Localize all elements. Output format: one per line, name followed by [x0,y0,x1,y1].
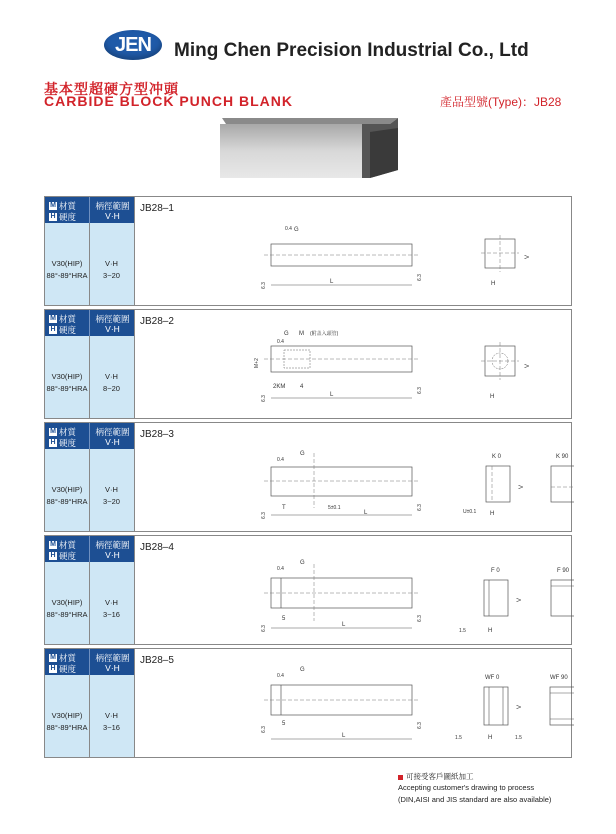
hardness-value: 88°-89°HRA [46,384,88,393]
h-badge: H [50,213,56,220]
spec-header [45,423,134,449]
range-value: 3~16 [103,723,120,732]
spec-left-panel [45,197,135,305]
spec-row [44,196,572,306]
h-label: H [490,511,495,517]
range-vh-label: V·H [105,550,120,560]
thread-note: (附盖入頭管) [310,331,339,337]
footer-note-en: Accepting customer's drawing to process [398,783,535,792]
hardness-label: 硬度 [59,325,77,335]
spec-left-panel [45,536,135,644]
spec-left-panel [45,423,135,531]
material-label: 材質 [59,201,77,211]
punch-side-view [271,467,412,496]
h-label: H [488,628,493,634]
technical-drawing [134,423,574,531]
surface-label: 6.3 [261,726,267,733]
offset-label: 5±0.1 [328,505,341,511]
footer-standard-note: (DIN,AISI and JIS standard are also available) [398,795,552,804]
company-logo [104,30,162,60]
technical-drawing [134,536,574,644]
v-label: V [519,484,525,489]
depth-label: 4 [300,384,304,390]
vh-value: V·H [105,485,118,494]
flat-width-label: 1.5 [515,735,522,741]
wf0-end-view [484,687,508,725]
range-header [89,310,135,336]
flat-width-label: 1.5 [459,628,466,634]
range-vh-label: V·H [105,324,120,334]
product-title-en: CARBIDE BLOCK PUNCH BLANK [44,93,293,109]
h-badge: H [50,439,56,446]
grind-label: G [300,451,305,457]
thread-label: M [299,331,304,337]
material-label: 材質 [59,540,77,550]
technical-drawing [134,310,574,418]
model-number: JB28–3 [140,429,174,440]
material-label: 材質 [59,653,77,663]
h-label: H [490,394,495,400]
length-label: L [342,622,346,628]
m-badge: M [50,315,56,322]
hardness-label: 硬度 [59,212,77,222]
model-number: JB28–1 [140,203,174,214]
spec-left-panel [45,649,135,757]
range-value: 3~20 [103,497,120,506]
spec-row [44,535,572,645]
k0-end-view [486,466,510,502]
spec-header [45,649,134,675]
spec-row [44,648,572,758]
surface-label: 6.3 [417,722,423,729]
material-label: 材質 [59,314,77,324]
length-label: L [330,392,334,398]
finish-label: 0.4 [277,566,284,572]
finish-label: 0.4 [277,673,284,679]
finish-label: 0.4 [285,226,292,232]
vh-value: V·H [105,259,118,268]
surface-label: 6.3 [417,615,423,622]
surface-label: 6.3 [261,512,267,519]
m-badge: M [50,202,56,209]
spec-header [45,536,134,562]
range-header [89,423,135,449]
range-label: 柄徑範圍 [95,201,130,211]
vh-value: V·H [105,598,118,607]
hardness-value: 88°-89°HRA [46,610,88,619]
hardness-value: 88°-89°HRA [46,723,88,732]
hardness-label: 硬度 [59,551,77,561]
grind-label: G [294,227,299,233]
h-label: H [488,735,493,741]
hardness-label: 硬度 [59,664,77,674]
surface-label: 6.3 [417,274,423,281]
logo-text: JEN [115,33,151,56]
vh-value: V·H [105,711,118,720]
model-number: JB28–5 [140,655,174,666]
h-badge: H [50,665,56,672]
k90-end-view [551,466,574,502]
spec-row [44,309,572,419]
f90-label: F 90 [557,568,570,574]
f0-end-view [484,580,508,616]
range-vh-label: V·H [105,437,120,447]
model-number: JB28–2 [140,316,174,327]
grind-label: G [300,560,305,566]
range-header [89,649,135,675]
v-label: V [525,254,531,259]
spec-left-panel [45,310,135,418]
m-badge: M [50,541,56,548]
spec-header [45,310,134,336]
surface-label: 6.3 [417,504,423,511]
surface-label: 6.3 [417,387,423,394]
offset-label: 5 [282,616,286,622]
model-number: JB28–4 [140,542,174,553]
range-label: 柄徑範圍 [95,314,130,324]
t-label: T [282,505,286,511]
range-vh-label: V·H [105,211,120,221]
h-badge: H [50,552,56,559]
range-header [89,536,135,562]
material-value: V30(HIP) [51,598,83,607]
range-value: 3~20 [103,271,120,280]
photo-block-face [220,124,362,178]
h-label: H [491,281,496,287]
range-label: 柄徑範圍 [95,540,130,550]
material-value: V30(HIP) [51,372,83,381]
wf0-label: WF 0 [485,675,500,681]
depth-label: 2KM [273,384,286,390]
length-label: L [330,279,334,285]
grind-label: G [284,331,289,337]
hardness-value: 88°-89°HRA [46,497,88,506]
m-badge: M [50,428,56,435]
f90-end-view [551,580,574,616]
wf90-label: WF 90 [550,675,568,681]
hardness-label: 硬度 [59,438,77,448]
k0-label: K 0 [492,454,502,460]
product-type: 產品型號(Type)：JB28 [440,95,562,109]
material-header [45,536,89,562]
product-title-cn: 基本型超硬方型冲頭 [44,81,179,97]
surface-label: 6.3 [261,282,267,289]
length-label: L [364,510,368,516]
footer-note-cn: 可接受客戶圖紙加工 [398,771,474,782]
h-badge: H [50,326,56,333]
range-label: 柄徑範圍 [95,427,130,437]
v-label: V [517,597,523,602]
range-value: 8~20 [103,384,120,393]
company-name: Ming Chen Precision Industrial Co., Ltd [174,40,529,61]
f0-label: F 0 [491,568,500,574]
material-header [45,197,89,223]
hole-depth-label: M+2 [254,358,260,368]
range-label: 柄徑範圍 [95,653,130,663]
range-value: 3~16 [103,610,120,619]
v-label: V [517,704,523,709]
flat-width-label: 1.5 [455,735,462,741]
material-header [45,310,89,336]
material-value: V30(HIP) [51,711,83,720]
finish-label: 0.4 [277,339,284,345]
finish-label: 0.4 [277,457,284,463]
material-value: V30(HIP) [51,259,83,268]
hardness-value: 88°-89°HRA [46,271,88,280]
v-label: V [525,363,531,368]
spec-row [44,422,572,532]
technical-drawing [134,649,574,757]
range-vh-label: V·H [105,663,120,673]
surface-label: 6.3 [261,625,267,632]
technical-drawing [134,197,574,305]
length-label: L [342,733,346,739]
vh-value: V·H [105,372,118,381]
range-header [89,197,135,223]
spec-header [45,197,134,223]
material-header [45,423,89,449]
u-label: U±0.1 [463,509,477,515]
k90-label: K 90 [556,454,569,460]
material-header [45,649,89,675]
material-value: V30(HIP) [51,485,83,494]
m-badge: M [50,654,56,661]
grind-label: G [300,667,305,673]
offset-label: 5 [282,721,286,727]
surface-label: 6.3 [261,395,267,402]
material-label: 材質 [59,427,77,437]
bullet-square-icon [398,775,403,780]
